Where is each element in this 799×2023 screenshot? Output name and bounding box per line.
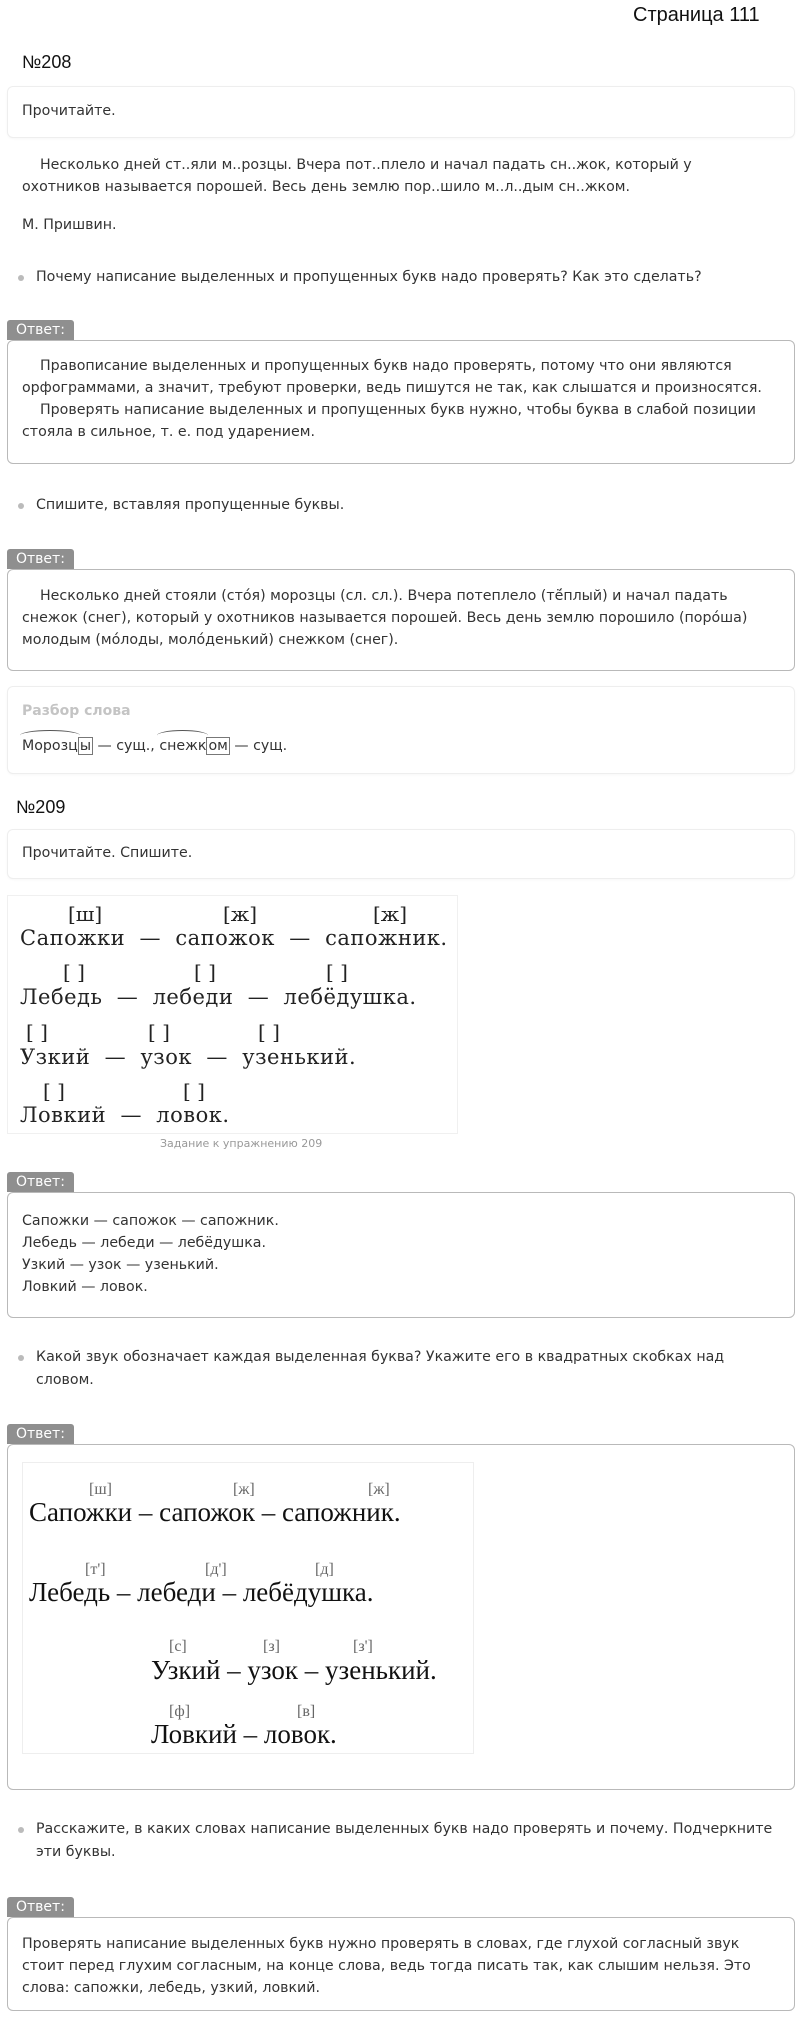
phonetic-answer-image (22, 1462, 474, 1754)
textbook-line: Ловкий — ловок. (20, 1103, 230, 1127)
answer-paragraph: Правописание выделенных и пропущенных букв надо проверять, потому что они являются орфограммами, а значит, требуют проверки, ведь пишутся не так, как слышатся и произносятся. (22, 358, 762, 396)
question-item (18, 494, 778, 518)
sound-mark: [в] (297, 1703, 316, 1720)
answer-line: Сапожки — сапожок — сапожник. (22, 1213, 279, 1229)
image-caption: Задание к упражнению 209 (160, 1137, 323, 1150)
sound-mark: [ф] (169, 1703, 191, 1720)
sound-mark: [д'] (205, 1561, 227, 1578)
phonetic-line: Узкий – узок – узенький. (151, 1655, 437, 1685)
bullet-icon (18, 1827, 24, 1833)
bullet-icon (18, 1355, 24, 1361)
question-text: Спишите, вставляя пропущенные буквы. (36, 497, 345, 513)
word-ending: ом (208, 738, 228, 754)
author: М. Пришвин. (22, 217, 117, 233)
question-item (18, 1346, 778, 1392)
textbook-line: Сапожки — сапожок — сапожник. (20, 926, 448, 950)
sound-mark: [ ] (148, 1020, 170, 1044)
part-of-speech: — сущ., (93, 738, 160, 754)
answer-label: Ответ: (7, 1897, 74, 1917)
sound-mark: [ж] (368, 1481, 390, 1498)
sound-mark: [ж] (233, 1481, 255, 1498)
sound-mark: [ж] (223, 902, 258, 926)
textbook-image (7, 895, 458, 1134)
sound-mark: [ ] (26, 1020, 48, 1044)
question-text: Какой звук обозначает каждая выделенная буква? Укажите его в квадратных скобках над словом. (36, 1349, 725, 1388)
sound-mark: [з] (263, 1638, 280, 1655)
parse-line (22, 735, 772, 757)
answer-paragraph: Проверять написание выделенных и пропущенных букв нужно, чтобы буква в слабой позиции стояла в сильное, т. е. под ударением. (22, 402, 756, 440)
answer-text: Проверять написание выделенных букв нужно проверять в словах, где глухой согласный звук стоит перед глухим согласным, на конце слова, ведь тогда писать так, как слышим нельзя. Это слова: сапожки, лебедь, узкий, ловкий. (22, 1936, 751, 1996)
sound-mark: [ ] (326, 960, 348, 984)
word-stem: Морозц (22, 738, 78, 754)
sound-mark: [ ] (194, 960, 216, 984)
question-text: Почему написание выделенных и пропущенных букв надо проверять? Как это сделать? (36, 269, 702, 285)
sound-mark: [ш] (89, 1481, 112, 1498)
task-text: Прочитайте. Спишите. (22, 845, 193, 861)
bullet-icon (18, 275, 24, 281)
textbook-line: Узкий — узок — узенький. (20, 1045, 357, 1069)
sound-mark: [ ] (43, 1079, 65, 1103)
sound-mark: [ж] (373, 902, 408, 926)
task-text: Прочитайте. (22, 103, 116, 119)
bullet-icon (18, 503, 24, 509)
sound-mark: [ш] (68, 902, 103, 926)
sound-mark: [т'] (85, 1561, 106, 1578)
word-ending: ы (79, 738, 92, 754)
page-number: Страница 111 (633, 4, 760, 26)
answer-label: Ответ: (7, 320, 74, 340)
question-item (18, 1818, 778, 1864)
answer-label: Ответ: (7, 549, 74, 569)
exercise-number-209: №209 (16, 797, 66, 817)
textbook-line: Лебедь — лебеди — лебёдушка. (20, 985, 417, 1009)
sound-mark: [ ] (63, 960, 85, 984)
answer-line: Узкий — узок — узенький. (22, 1257, 219, 1273)
answer-label: Ответ: (7, 1424, 74, 1444)
word-stem: снежк (159, 738, 207, 754)
sound-mark: [д] (315, 1561, 334, 1578)
answer-line: Лебедь — лебеди — лебёдушка. (22, 1235, 267, 1251)
sound-mark: [ ] (183, 1079, 205, 1103)
exercise-number-208: №208 (22, 52, 72, 72)
phonetic-line: Сапожки – сапожок – сапожник. (29, 1497, 401, 1527)
sound-mark: [с] (169, 1638, 187, 1655)
exercise-text: Несколько дней ст..яли м..розцы. Вчера пот..плело и начал падать сн..жок, который у охотников называется порошей. Весь день землю пор..шило м..л..дым сн..жком. (22, 157, 692, 195)
sound-mark: [з'] (353, 1638, 373, 1655)
question-text: Расскажите, в каких словах написание выделенных букв надо проверять и почему. Подчеркните эти буквы. (36, 1821, 773, 1860)
part-of-speech: — сущ. (229, 738, 288, 754)
phonetic-line: Ловкий – ловок. (151, 1719, 337, 1749)
phonetic-line: Лебедь – лебеди – лебёдушка. (29, 1577, 374, 1607)
parse-title: Разбор слова (22, 703, 131, 719)
question-item (18, 266, 778, 290)
answer-text: Несколько дней стояли (сто́я) морозцы (сл. сл.). Вчера потеплело (тё́плый) и начал падать снежок (снег), который у охотников называется порошей. Весь день землю порошило (поро́ша) молодым (мо́лоды, моло́денький) снежком (снег). (22, 588, 748, 648)
answer-label: Ответ: (7, 1172, 74, 1192)
sound-mark: [ ] (258, 1020, 280, 1044)
answer-line: Ловкий — ловок. (22, 1279, 148, 1295)
